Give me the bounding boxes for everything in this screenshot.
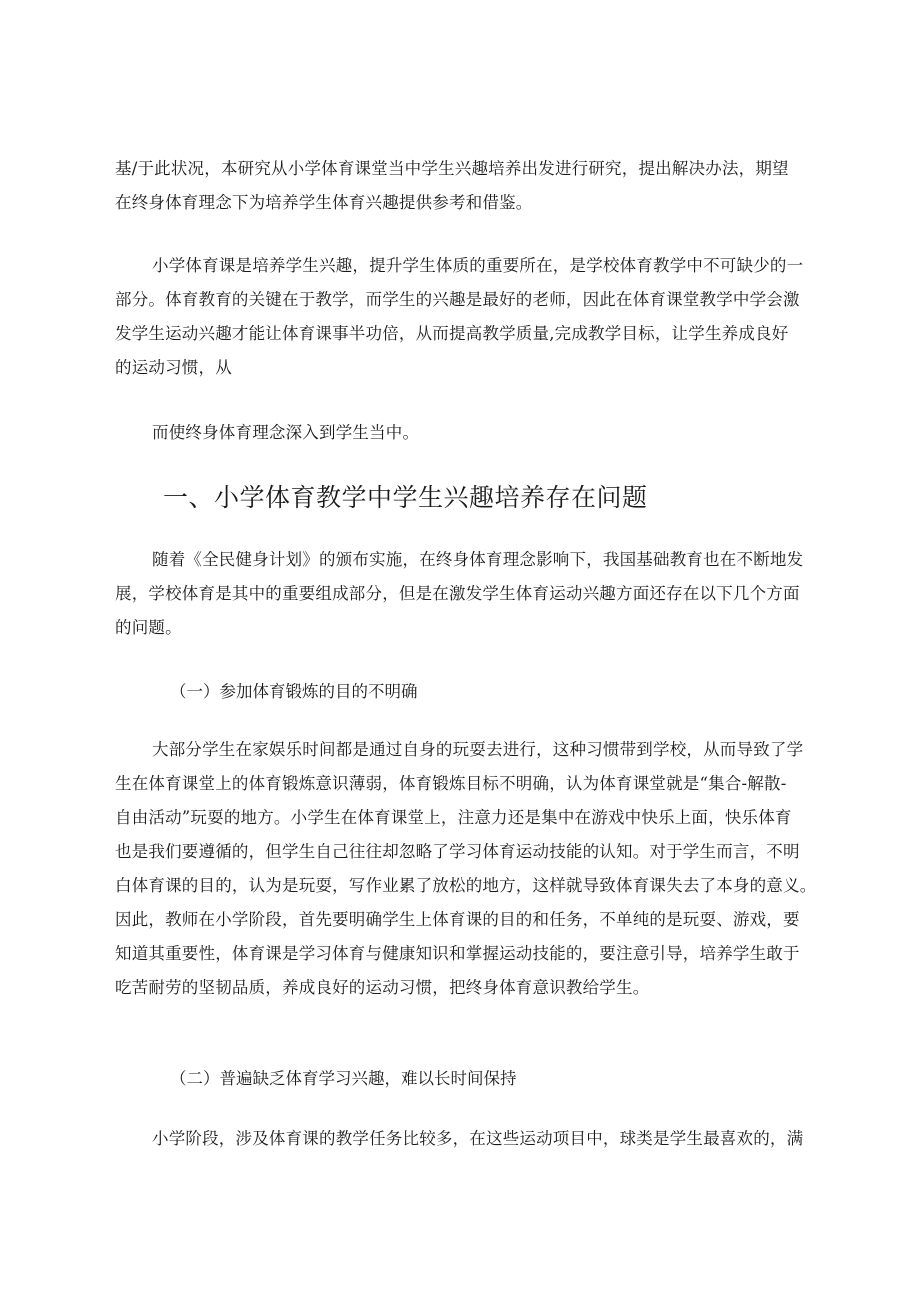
text-line: 大部分学生在家娱乐时间都是通过自身的玩耍去进行，这种习惯带到学校，从而导致了学: [152, 740, 804, 759]
paragraph: [115, 249, 823, 385]
paragraph: [115, 733, 823, 1005]
text-line: 小学阶段，涉及体育课的教学任务比较多，在这些运动项目中，球类是学生最喜欢的，满: [152, 1129, 804, 1148]
text-line: 的运动习惯，从: [115, 358, 232, 377]
text-line: 知道其重要性，体育课是学习体育与健康知识和掌握运动技能的，要注意引导，培养学生敢于: [115, 944, 800, 963]
paragraph: [115, 543, 823, 645]
text-line: 随着《全民健身计划》的颁布实施，在终身体育理念影响下，我国基础教育也在不断地发: [152, 550, 804, 569]
paragraph: [115, 416, 823, 450]
text-line: 白体育课的目的，认为是玩耍，写作业累了放松的地方，这样就导致体育课失去了本身的意义。: [115, 876, 817, 895]
text-line: 的问题。: [115, 618, 182, 637]
text-line: 吃苦耐劳的坚韧品质，养成良好的运动习惯，把终身体育意识教给学生。: [115, 978, 650, 997]
text-line: 发学生运动兴趣才能让体育课事半功倍，从而提高教学质量,完成教学目标，让学生养成良好: [115, 324, 789, 343]
text-line: 展，学校体育是其中的重要组成部分，但是在激发学生体育运动兴趣方面还存在以下几个方面: [115, 584, 800, 603]
text-line: 小学体育课是培养学生兴趣，提升学生体质的重要所在，是学校体育教学中不可缺少的一: [152, 256, 804, 275]
section-heading: 一、小学体育教学中学生兴趣培养存在问题: [163, 483, 648, 512]
text-line: 部分。体育教育的关键在于教学，而学生的兴趣是最好的老师，因此在体育课堂教学中学会激: [115, 290, 800, 309]
text-line: 因此，教师在小学阶段，首先要明确学生上体育课的目的和任务，不单纯的是玩耍、游戏，要: [115, 910, 800, 929]
subsection-heading: （一）参加体育锻炼的目的不明确: [170, 682, 418, 701]
text-line: 而使终身体育理念深入到学生当中。: [152, 423, 420, 442]
text-line: 基/于此状况，本研究从小学体育课堂当中学生兴趣培养出发进行研究，提出解决办法，期望: [115, 159, 789, 178]
subsection-heading: （二）普遍缺乏体育学习兴趣，难以长时间保持: [170, 1069, 517, 1088]
text-line: 在终身体育理念下为培养学生体育兴趣提供参考和借鉴。: [115, 193, 533, 212]
text-line: 也是我们要遵循的，但学生自己往往却忽略了学习体育运动技能的认知。对于学生而言，不明: [115, 842, 800, 861]
text-line: 自由活动”玩耍的地方。小学生在体育课堂上，注意力还是集中在游戏中快乐上面，快乐体育: [115, 808, 792, 827]
paragraph: [115, 1122, 823, 1156]
text-line: 生在体育课堂上的体育锻炼意识薄弱，体育锻炼目标不明确，认为体育课堂就是“集合-解散-: [115, 774, 787, 793]
paragraph: [115, 152, 823, 220]
